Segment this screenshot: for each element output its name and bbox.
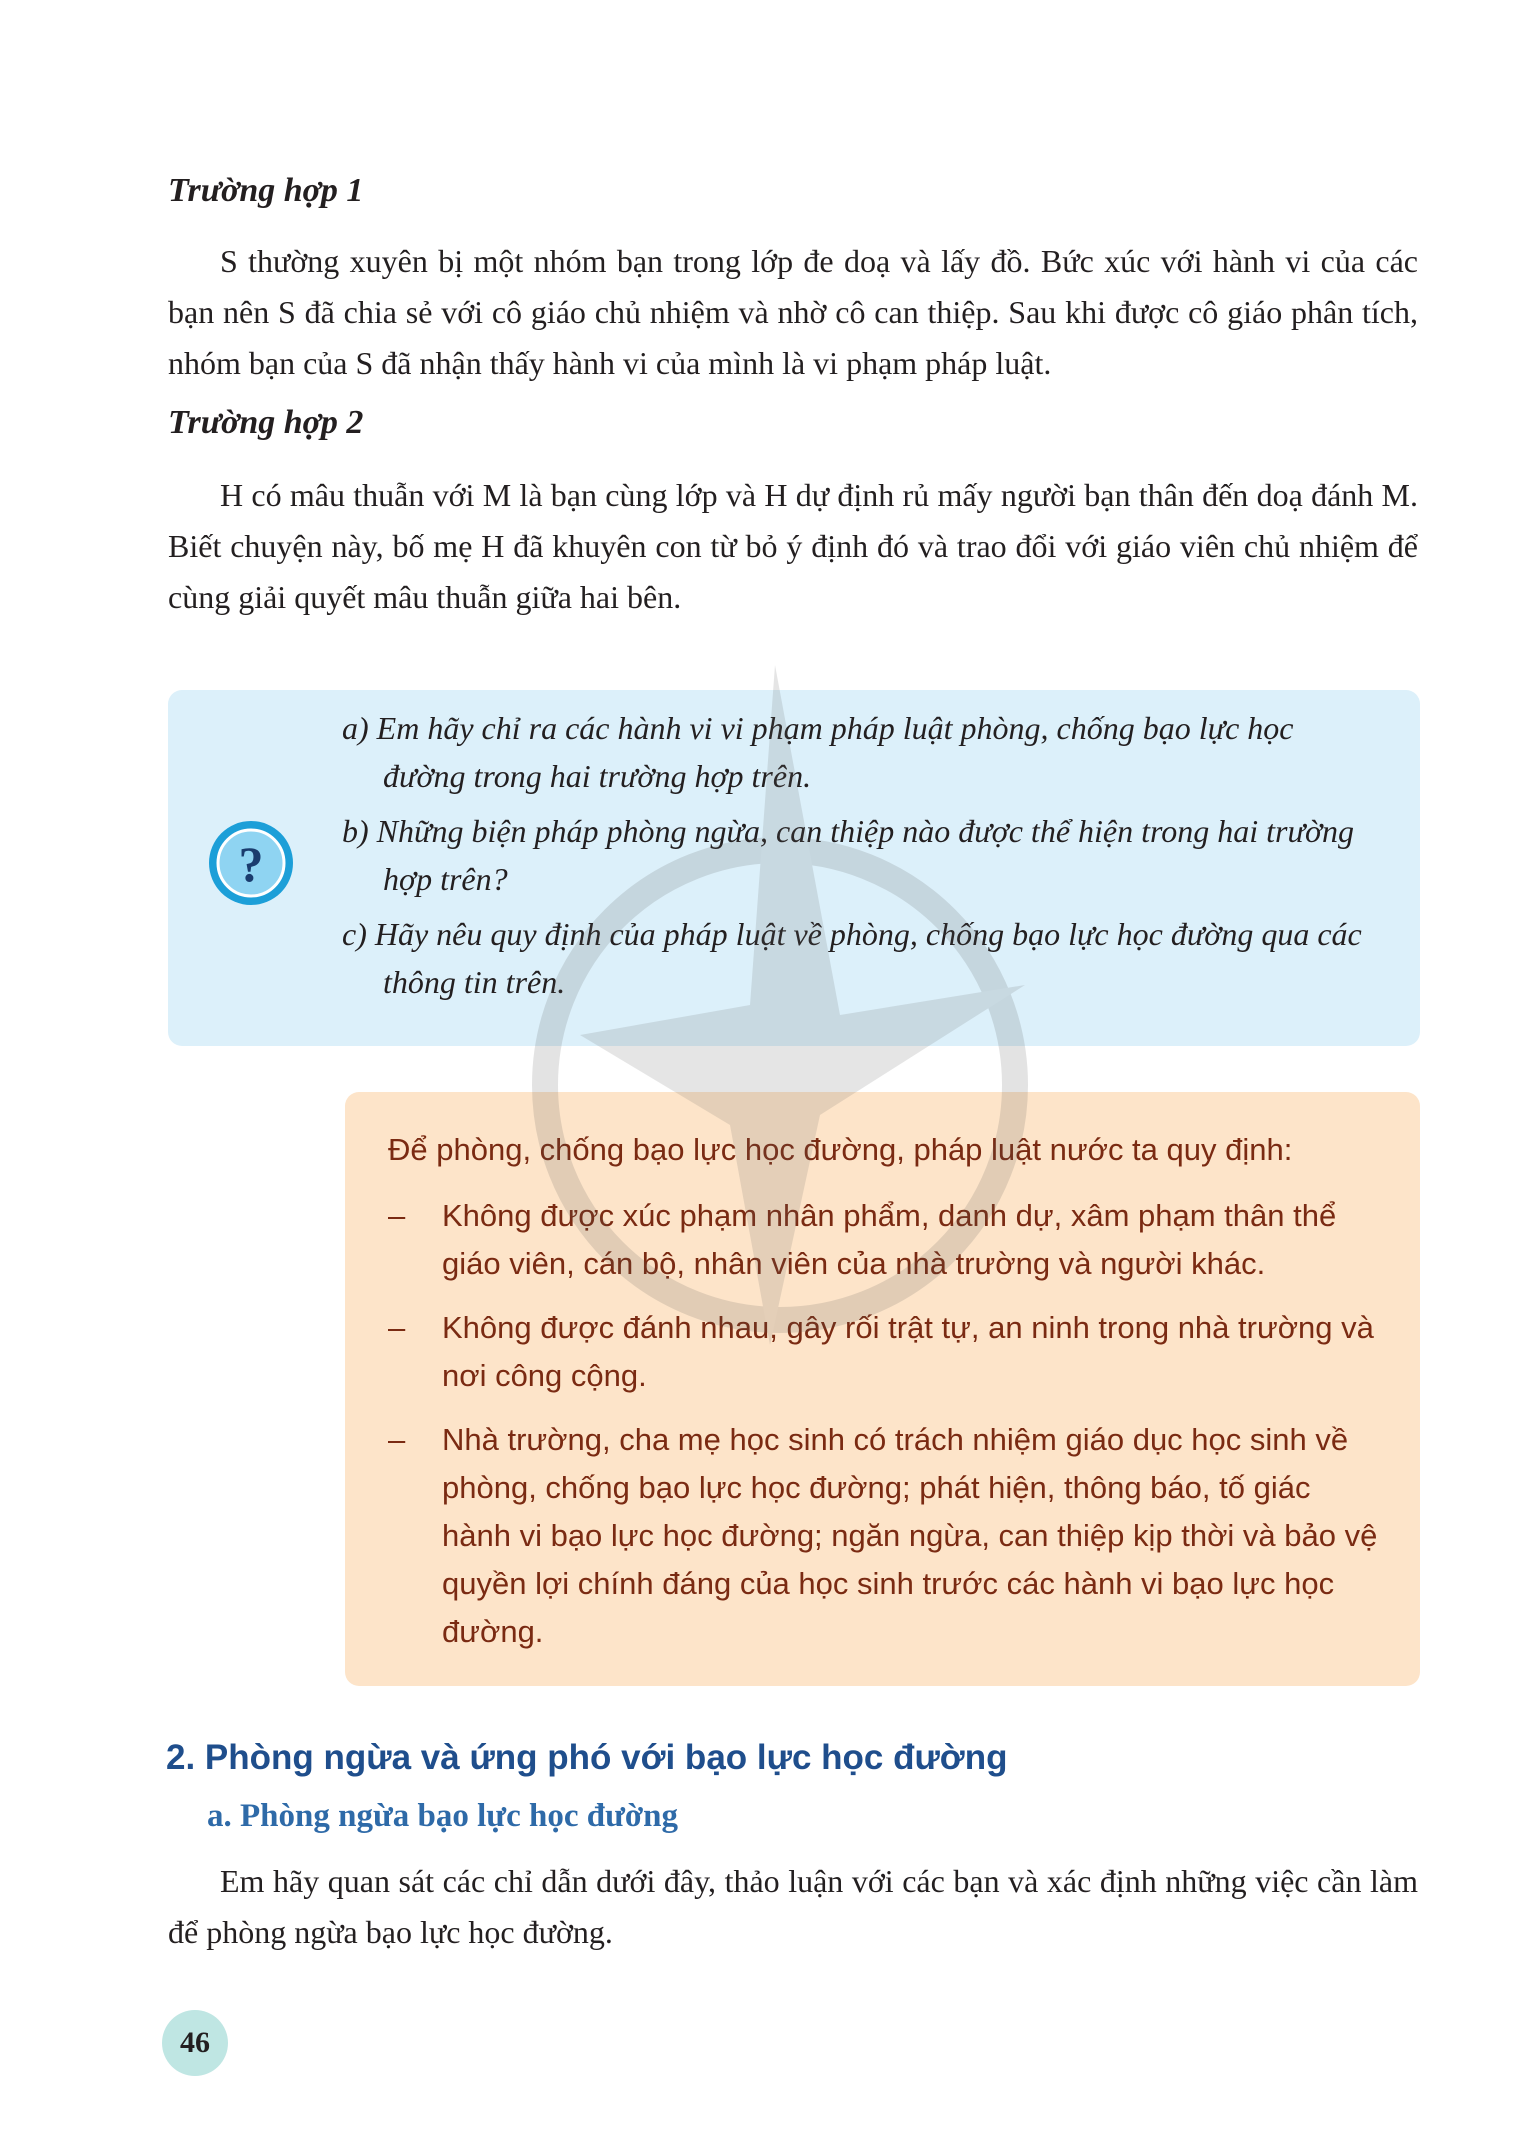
- subsection-title: a. Phòng ngừa bạo lực học đường: [207, 1798, 679, 1834]
- case-1-title: Trường hợp 1: [168, 172, 364, 209]
- case-2-text: H có mâu thuẫn với M là bạn cùng lớp và H dự định rủ mấy người bạn thân đến doạ đánh M. Biết chuyện này, bố mẹ H đã khuyên con từ bỏ ý định đó và trao đổi với giáo viên chủ nhiệm để cùng giải quyết mâu thuẫn giữa hai bên.: [168, 477, 1418, 615]
- law-item-3: [388, 1416, 1388, 1656]
- law-item-text: Nhà trường, cha mẹ học sinh có trách nhiệm giáo dục học sinh về phòng, chống bạo lực học đường; phát hiện, thông báo, tố giác hành vi bạo lực học đường; ngăn ngừa, can thiệp kịp thời và bảo vệ quyền lợi chính đáng của học sinh trước các hành vi bạo lực học đường.: [442, 1422, 1378, 1649]
- page-number-badge: [162, 2010, 228, 2076]
- dash-bullet: –: [388, 1198, 406, 1233]
- law-intro: Để phòng, chống bạo lực học đường, pháp luật nước ta quy định:: [388, 1132, 1293, 1167]
- case-2-title: Trường hợp 2: [168, 404, 364, 441]
- question-a: a) Em hãy chỉ ra các hành vi vi phạm pháp luật phòng, chống bạo lực học đường trong hai trường hợp trên.: [342, 710, 1294, 794]
- svg-text:?: ?: [238, 836, 264, 892]
- question-b: b) Những biện pháp phòng ngừa, can thiệp nào được thể hiện trong hai trường hợp trên?: [342, 813, 1355, 897]
- law-item-text: Không được xúc phạm nhân phẩm, danh dự, xâm phạm thân thể giáo viên, cán bộ, nhân viên của nhà trường và người khác.: [442, 1198, 1337, 1281]
- law-item-text: Không được đánh nhau, gây rối trật tự, an ninh trong nhà trường và nơi công cộng.: [442, 1310, 1374, 1393]
- question-mark-icon: [209, 821, 293, 905]
- section-intro-text: Em hãy quan sát các chỉ dẫn dưới đây, thảo luận với các bạn và xác định những việc cần làm để phòng ngừa bạo lực học đường.: [168, 1863, 1418, 1950]
- dash-bullet: –: [388, 1422, 406, 1457]
- question-c: c) Hãy nêu quy định của pháp luật về phòng, chống bạo lực học đường qua các thông tin trên.: [342, 916, 1362, 1000]
- case-1-text: S thường xuyên bị một nhóm bạn trong lớp đe doạ và lấy đồ. Bức xúc với hành vi của các bạn nên S đã chia sẻ với cô giáo chủ nhiệm và nhờ cô can thiệp. Sau khi được cô giáo phân tích, nhóm bạn của S đã nhận thấy hành vi của mình là vi phạm pháp luật.: [168, 243, 1418, 381]
- page-number: 46: [180, 2026, 210, 2059]
- section-title: 2. Phòng ngừa và ứng phó với bạo lực học đường: [166, 1738, 1008, 1777]
- publisher-logo-watermark-icon: [520, 655, 1040, 1380]
- dash-bullet: –: [388, 1310, 406, 1345]
